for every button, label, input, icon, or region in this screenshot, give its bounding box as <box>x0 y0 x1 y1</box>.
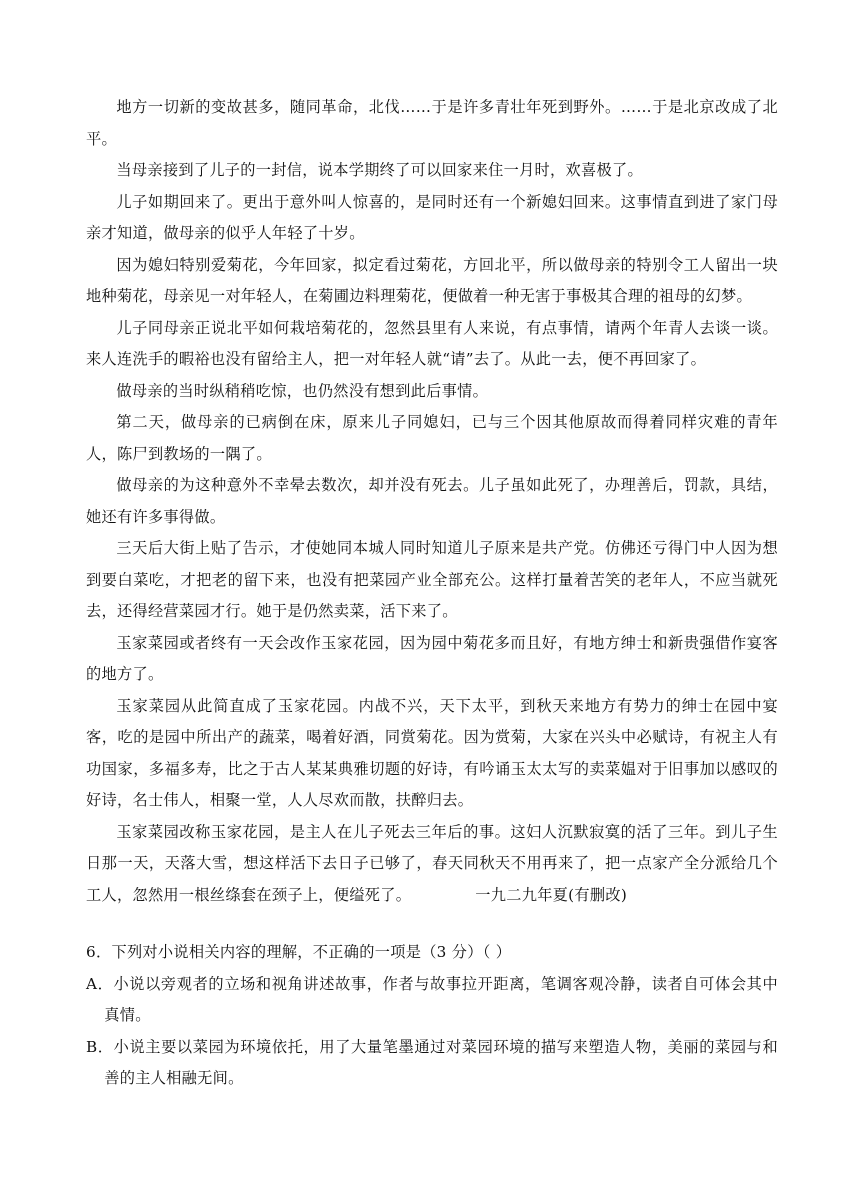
question-6 <box>86 937 778 1095</box>
passage-paragraph-7: 第二天，做母亲的已病倒在床，原来儿子同媳妇，已与三个因其他原故而得着同样灾难的青年人，陈尸到教场的一隅了。 <box>86 413 778 463</box>
passage-paragraph-9: 三天后大街上贴了告示，才使她同本城人同时知道儿子原来是共产党。仿佛还亏得门中人因为想到要白菜吃，才把老的留下来，也没有把菜园产业全部充公。这样打量着苦笑的老年人，不应当就死去，还得经营菜园才行。她于是仍然卖菜，活下来了。 <box>86 539 778 620</box>
passage-paragraph-11: 玉家菜园从此简直成了玉家花园。内战不兴，天下太平，到秋天来地方有势力的绅士在园中宴客，吃的是园中所出产的蔬菜，喝着好酒，同赏菊花。因为赏菊，大家在兴头中必赋诗，有祝主人有功国家，多福多寿，比之于古人某某典雅切题的好诗，有吟诵玉太太写的卖菜媪对于旧事加以感叹的好诗，名士伟人，相聚一堂，人人尽欢而散，扶醉归去。 <box>86 696 778 809</box>
passage-paragraph-3: 儿子如期回来了。更出于意外叫人惊喜的，是同时还有一个新媳妇回来。这事情直到进了家门母亲才知道，做母亲的似乎人年轻了十岁。 <box>86 192 778 242</box>
passage-paragraph-6: 做母亲的当时纵稍稍吃惊，也仍然没有想到此后事情。 <box>116 381 489 400</box>
document-page <box>86 92 778 1095</box>
passage-paragraph-12-text: 玉家菜园改称玉家花园，是主人在儿子死去三年后的事。这妇人沉默寂寞的活了三年。到儿子生日那一天，天落大雪，想这样活下去日子已够了，春天同秋天不用再来了，把一点家产全分派给几个工人，忽然用一根丝绦套在颈子上，便缢死了。 <box>86 822 778 904</box>
passage-paragraph-1: 地方一切新的变故甚多，随同革命，北伐……于是许多青壮年死到野外。……于是北京改成了北平。 <box>86 98 778 148</box>
passage-paragraph-12 <box>86 817 778 912</box>
passage-paragraph-5: 儿子同母亲正说北平如何栽培菊花的，忽然县里有人来说，有点事情，请两个年青人去谈一谈。来人连洗手的暇裕也没有留给主人，把一对年轻人就“请”去了。从此一去，便不再回家了。 <box>86 318 778 368</box>
passage-paragraph-2: 当母亲接到了儿子的一封信，说本学期终了可以回家来住一月时，欢喜极了。 <box>116 161 643 179</box>
question-stem: 6．下列对小说相关内容的理解，不正确的一项是（3 分）（ ） <box>86 943 512 961</box>
passage <box>86 92 778 911</box>
passage-signature: 一九二九年夏(有删改) <box>475 885 628 904</box>
passage-paragraph-4: 因为媳妇特别爱菊花，今年回家，拟定看过菊花，方回北平，所以做母亲的特别令工人留出一块地种菊花，母亲见一对年轻人，在菊圃边料理菊花，便做着一种无害于事极其合理的祖母的幻梦。 <box>86 255 778 305</box>
question-option-a: A．小说以旁观者的立场和视角讲述故事，作者与故事拉开距离，笔调客观冷静，读者自可体会其中真情。 <box>86 974 778 1024</box>
passage-paragraph-8: 做母亲的为这种意外不幸晕去数次，却并没有死去。儿子虽如此死了，办理善后，罚款，具结，她还有许多事得做。 <box>86 476 778 526</box>
question-option-b: B．小说主要以菜园为环境依托，用了大量笔墨通过对菜园环境的描写来塑造人物，美丽的菜园与和善的主人相融无间。 <box>86 1037 778 1087</box>
passage-paragraph-10: 玉家菜园或者终有一天会改作玉家花园，因为园中菊花多而且好，有地方绅士和新贵强借作宴客的地方了。 <box>86 633 778 683</box>
